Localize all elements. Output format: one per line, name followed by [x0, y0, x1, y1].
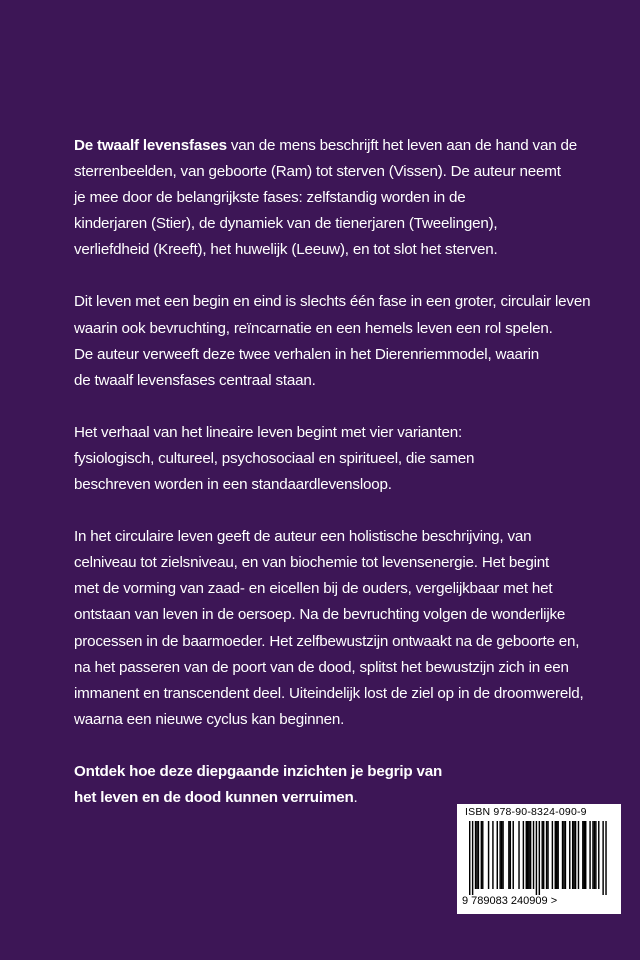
barcode-bar: [527, 821, 528, 889]
barcode-bar: [526, 821, 527, 889]
barcode-bar: [594, 821, 595, 889]
line: je mee door de belangrijkste fases: zelfstandig worden in de: [74, 189, 466, 207]
line: met de vorming van zaad- en eicellen bij de ouders, vergelijkbaar met het: [74, 580, 553, 598]
line: Het verhaal van het lineaire leven begint met vier varianten:: [74, 423, 462, 441]
line: verliefdheid (Kreeft), het huwelijk (Leeuw), en tot slot het sterven.: [74, 241, 498, 259]
barcode-bar: [533, 821, 534, 889]
line: kinderjaren (Stier), de dynamiek van de tienerjaren (Tweelingen),: [74, 215, 498, 233]
line: de twaalf levensfases centraal staan.: [74, 371, 316, 389]
barcode-bar: [539, 821, 540, 895]
line: na het passeren van de poort van de dood, splitst het bewustzijn zich in een: [74, 658, 569, 676]
line: [74, 133, 577, 159]
barcode-bar: [543, 821, 544, 889]
barcode-bar: [582, 821, 583, 889]
barcode-bar: [492, 821, 493, 889]
line: De auteur verweeft deze twee verhalen in het Dierenriemmodel, waarin: [74, 345, 540, 363]
barcode-bar: [546, 821, 547, 889]
barcode-bar: [481, 821, 482, 889]
barcode-digits: 9 789083 240909 >: [462, 895, 558, 907]
barcode-bar: [547, 821, 548, 889]
line: celniveau tot zielsniveau, en van biochemie tot levensenergie. Het begint: [74, 554, 550, 572]
barcode-bar: [501, 821, 502, 889]
line: immanent en transcendent deel. Uiteindelijk lost de ziel op in de droomwereld,: [74, 684, 584, 702]
line: processen in de baarmoeder. Het zelfbewustzijn ontwaakt na de geboorte en,: [74, 632, 580, 650]
barcode-bar: [510, 821, 511, 889]
barcode-bar: [530, 821, 531, 889]
bold-text: Ontdek hoe deze diepgaande inzichten je begrip van: [74, 762, 443, 780]
paragraph-2: [74, 289, 591, 393]
barcode-bar: [602, 821, 603, 895]
barcode-bar: [605, 821, 606, 895]
barcode-bar: [565, 821, 566, 889]
paragraph-1: [74, 133, 577, 263]
barcode-bar: [573, 821, 574, 889]
line: Dit leven met een begin en eind is slechts één fase in een groter, circulair leven: [74, 293, 591, 311]
barcode-bar: [584, 821, 585, 889]
barcode-bar: [563, 821, 564, 889]
barcode-bar: [518, 821, 519, 889]
line: waarna een nieuwe cyclus kan beginnen.: [74, 710, 345, 728]
barcode-bar: [478, 821, 479, 889]
line: fysiologisch, cultureel, psychosociaal en spiritueel, die samen: [74, 449, 475, 467]
barcode-bar: [598, 821, 599, 889]
barcode-bar: [536, 821, 537, 895]
isbn-barcode: [457, 804, 621, 914]
barcode-bar: [572, 821, 573, 889]
barcode-bar: [472, 821, 473, 895]
barcode-bar: [575, 821, 576, 889]
line: [74, 759, 574, 785]
paragraph-4: [74, 524, 584, 733]
barcode-bar: [556, 821, 557, 889]
bold-text: het leven en de dood kunnen verruimen: [74, 788, 354, 806]
barcode-bar: [497, 821, 498, 889]
bold-text: De twaalf levensfases: [74, 137, 227, 154]
barcode-bar: [592, 821, 593, 889]
barcode-bar: [523, 821, 524, 889]
barcode-bar: [476, 821, 477, 889]
text: .: [353, 788, 358, 806]
barcode-bar: [488, 821, 489, 889]
barcode-bar: [513, 821, 514, 889]
barcode-bar: [502, 821, 503, 889]
barcode-bar: [589, 821, 590, 889]
barcode-bar: [569, 821, 570, 889]
line: ontstaan van leven in de oersoep. Na de bevruchting volgen de wonderlijke: [74, 606, 566, 624]
barcode-bar: [552, 821, 553, 889]
barcode-bar: [469, 821, 470, 895]
line: sterrenbeelden, van geboorte (Ram) tot sterven (Vissen). De auteur neemt: [74, 163, 561, 181]
barcode-bar: [542, 821, 543, 889]
barcode-bars: [463, 821, 615, 895]
barcode-bar: [578, 821, 579, 889]
line: In het circulaire leven geeft de auteur een holistische beschrijving, van: [74, 528, 532, 546]
isbn-label: ISBN 978-90-8324-090-9: [465, 806, 587, 818]
line: beschreven worden in een standaardlevensloop.: [74, 476, 392, 494]
line: waarin ook bevruchting, reïncarnatie en een hemels leven een rol spelen.: [74, 319, 553, 337]
barcode-bar: [528, 821, 529, 889]
barcode-bar: [499, 821, 500, 889]
paragraph-3: [74, 420, 574, 498]
barcode-bar: [508, 821, 509, 889]
barcode-bar: [557, 821, 558, 889]
barcode-bar: [482, 821, 483, 889]
barcode-bar: [595, 821, 596, 889]
barcode-bar: [555, 821, 556, 889]
back-cover-blurb: [74, 133, 591, 837]
text: van de mens beschrijft het leven aan de hand van de: [226, 137, 577, 154]
barcode-bar: [475, 821, 476, 889]
barcode-bar: [585, 821, 586, 889]
barcode-bar: [562, 821, 563, 889]
